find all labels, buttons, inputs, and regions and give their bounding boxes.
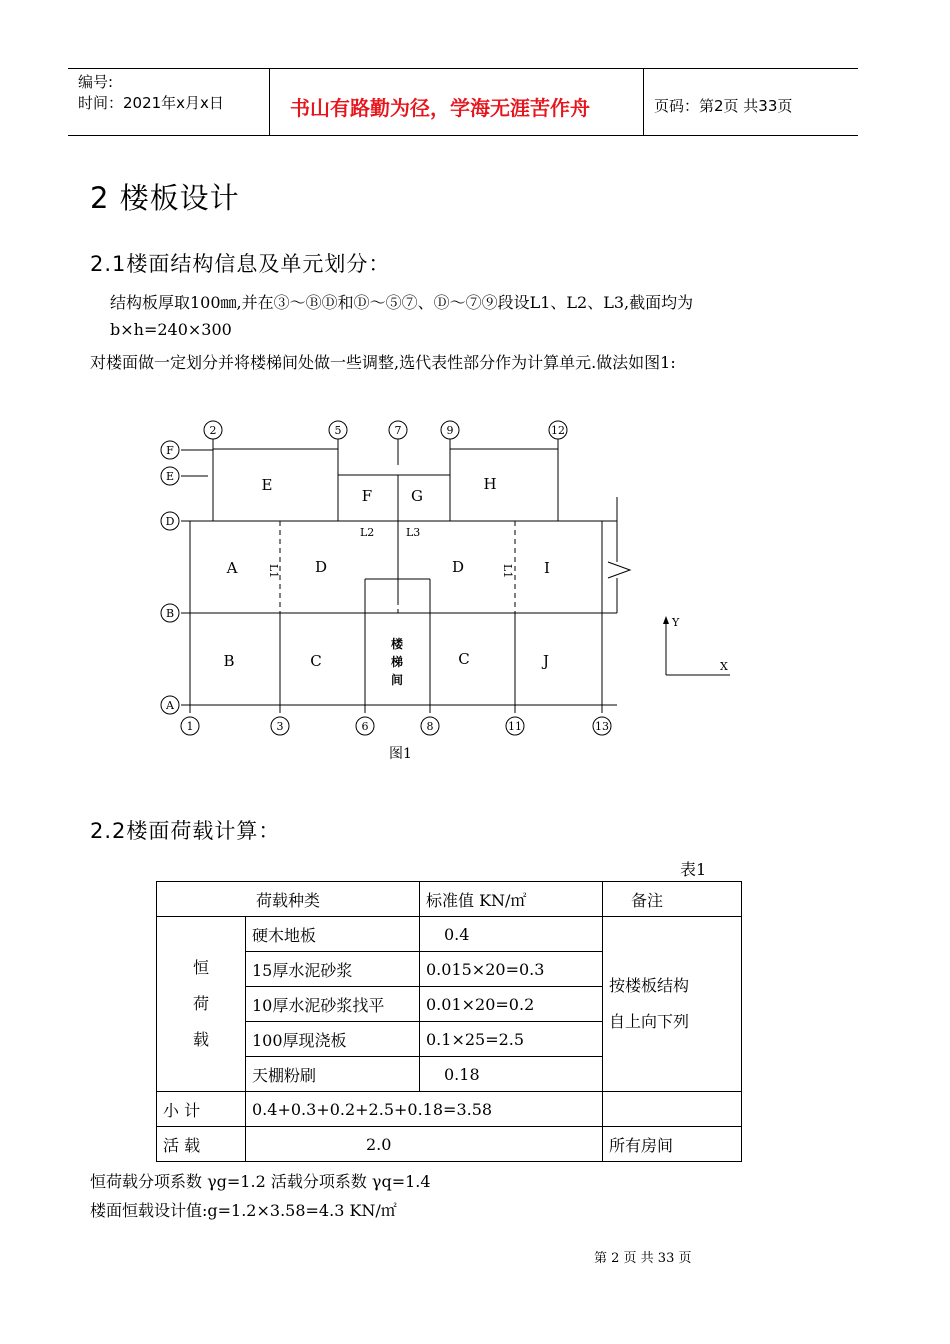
panel-B: B: [223, 652, 235, 670]
beam-L1-left: L1: [267, 564, 280, 579]
panel-J: J: [542, 652, 550, 670]
panel-A: A: [226, 559, 238, 577]
live-note: 所有房间: [603, 1127, 742, 1162]
header-page: 页码：第2页 共33页: [654, 97, 793, 115]
dead-load-note: [603, 917, 742, 1092]
header-time: 时间：2021年x月x日: [78, 94, 224, 112]
section-title: 2 楼板设计: [90, 181, 240, 215]
dead-load-char-2: 荷: [192, 994, 209, 1013]
subtotal-row: [157, 1092, 742, 1127]
axis-left-A: A: [166, 699, 174, 712]
col-type-header: 荷载种类: [157, 882, 420, 917]
panel-C-right: C: [458, 650, 470, 668]
panel-E: E: [261, 476, 273, 494]
beam-L3: L3: [406, 526, 421, 539]
figure-caption: 图1: [389, 746, 412, 762]
load-name: 100厚现浇板: [246, 1022, 420, 1057]
axis-top-12: 12: [551, 424, 565, 437]
paragraph-slab-line1: 结构板厚取100㎜,并在③～ⒷⒹ和Ⓓ～⑤⑦、Ⓓ～⑦⑨段设L1、L2、L3,截面均为: [110, 293, 694, 312]
axis-top-7: 7: [394, 424, 402, 437]
header-motto: 书山有路勤为径，学海无涯苦作舟: [290, 96, 590, 120]
header-number: 编号:: [78, 73, 114, 91]
note-line-1: 按楼板结构: [609, 976, 690, 995]
stair-label-3: 间: [390, 673, 404, 687]
table-caption: 表1: [680, 860, 707, 879]
panel-F: F: [361, 487, 373, 505]
axis-bottom-3: 3: [276, 720, 284, 733]
paragraph-slab-line2: b×h=240×300: [110, 320, 232, 339]
beam-L2: L2: [360, 526, 375, 539]
axis-left-F: F: [166, 444, 174, 457]
footer-page: 第 2 页 共 33 页: [594, 1251, 692, 1266]
load-name: 天棚粉刷: [246, 1057, 420, 1092]
axis-left-D: D: [165, 515, 175, 528]
panel-D-right: D: [451, 558, 465, 576]
load-value: 0.4: [420, 917, 603, 952]
dead-load-group: [157, 917, 246, 1092]
axis-label-y: Y: [672, 616, 680, 629]
load-value: 0.1×25=2.5: [420, 1022, 603, 1057]
stair-label-1: 楼: [390, 637, 404, 651]
load-name: 15厚水泥砂浆: [246, 952, 420, 987]
axis-bottom-1: 1: [186, 720, 194, 733]
panel-G: G: [411, 487, 423, 505]
load-name: 硬木地板: [246, 917, 420, 952]
subtotal-note: [603, 1092, 742, 1127]
axis-top-5: 5: [334, 424, 342, 437]
subsection-title-2-2: 2.2楼面荷载计算：: [90, 819, 281, 843]
load-factors: 恒荷载分项系数 γg=1.2 活载分项系数 γq=1.4: [90, 1172, 431, 1191]
load-table: [156, 881, 742, 1162]
subtotal-value: 0.4+0.3+0.2+2.5+0.18=3.58: [246, 1092, 603, 1127]
panel-H: H: [483, 475, 497, 493]
load-value: 0.015×20=0.3: [420, 952, 603, 987]
axis-bottom-13: 13: [595, 720, 609, 733]
axis-top-9: 9: [446, 424, 454, 437]
live-value: 2.0: [246, 1127, 603, 1162]
paragraph-division: 对楼面做一定划分并将楼梯间处做一些调整,选代表性部分作为计算单元.做法如图1:: [90, 353, 676, 372]
panel-C-left: C: [310, 652, 322, 670]
col-std-header: 标准值 KN/㎡: [420, 882, 603, 917]
axis-left-E: E: [165, 470, 175, 483]
note-line-2: 自上向下列: [609, 1012, 690, 1031]
axis-top-2: 2: [209, 424, 217, 437]
stair-label-2: 梯: [390, 655, 404, 669]
dead-load-char-3: 载: [192, 1030, 209, 1049]
axis-bottom-8: 8: [426, 720, 434, 733]
live-load-row: [157, 1127, 742, 1162]
panel-D-left: D: [314, 558, 328, 576]
axis-left-B: B: [165, 607, 175, 620]
dead-load-char-1: 恒: [192, 958, 209, 977]
axis-bottom-6: 6: [361, 720, 369, 733]
design-value: 楼面恒载设计值:g=1.2×3.58=4.3 KN/㎡: [90, 1201, 397, 1220]
table-header-row: [157, 882, 742, 917]
col-note-header: 备注: [603, 882, 742, 917]
axis-label-x: X: [720, 660, 728, 673]
load-name: 10厚水泥砂浆找平: [246, 987, 420, 1022]
subsection-title-2-1: 2.1楼面结构信息及单元划分：: [90, 252, 391, 276]
panel-I: I: [544, 559, 550, 577]
load-value: 0.18: [420, 1057, 603, 1092]
live-label: 活 载: [157, 1127, 246, 1162]
beam-L1-right: L1: [501, 564, 514, 579]
subtotal-label: 小 计: [157, 1092, 246, 1127]
axis-bottom-11: 11: [508, 720, 522, 733]
load-value: 0.01×20=0.2: [420, 987, 603, 1022]
table-row: [157, 917, 742, 952]
